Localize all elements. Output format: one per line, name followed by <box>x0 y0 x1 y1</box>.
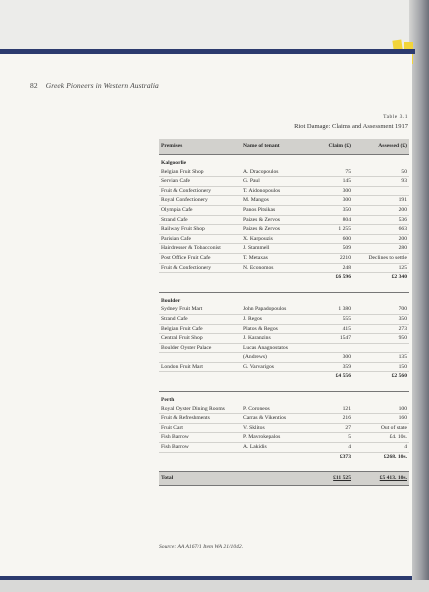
scan-background-top <box>0 0 429 50</box>
assessed-cell: 700 <box>353 305 409 314</box>
tenant-cell: A. Dracopoulos <box>241 168 311 177</box>
table-label: Table 3.1 <box>383 114 408 120</box>
premises-cell: Royal Oyster Dining Rooms <box>159 405 241 414</box>
tenant-cell: J. Regos <box>241 314 311 324</box>
claim-cell: 415 <box>311 324 353 334</box>
claim-cell: 1 255 <box>311 225 353 235</box>
premises-cell: Central Fruit Shop <box>159 334 241 344</box>
premises-cell: Fish Barrow <box>159 433 241 443</box>
premises-cell: Boulder Oyster Palace <box>159 343 241 353</box>
table-row <box>159 334 409 344</box>
premises-cell: Belgian Fruit Cafe <box>159 324 241 334</box>
assessed-cell: 280 <box>353 244 409 254</box>
assessed-cell <box>353 343 409 353</box>
riot-damage-table <box>159 139 409 486</box>
tenant-cell: T. Aidonopoulos <box>241 186 311 196</box>
table-row <box>159 405 409 414</box>
grand-total-row <box>159 472 409 486</box>
section-total-row <box>159 372 409 381</box>
premises-cell <box>159 353 241 363</box>
tenant-cell: X. Karpouzis <box>241 234 311 244</box>
tenant-cell: V. Sklitos <box>241 423 311 433</box>
assessed-cell: 135 <box>353 353 409 363</box>
assessed-cell: 100 <box>353 405 409 414</box>
assessed-cell: 4 <box>353 443 409 453</box>
premises-cell: Railway Fruit Shop <box>159 225 241 235</box>
assessed-cell: 536 <box>353 215 409 225</box>
blank-cell <box>159 273 241 282</box>
blank-cell <box>241 372 311 381</box>
claim-cell: 804 <box>311 215 353 225</box>
claim-cell: 300 <box>311 353 353 363</box>
section-total-claim: £4 556 <box>311 372 353 381</box>
section-total-claim: £6 596 <box>311 273 353 282</box>
table-row <box>159 186 409 196</box>
blank-cell <box>159 452 241 461</box>
premises-cell: Fruit & Confectionery <box>159 186 241 196</box>
book-page <box>0 54 412 576</box>
claim-cell: 145 <box>311 177 353 187</box>
table-row <box>159 343 409 353</box>
header-tenant: Name of tenant <box>241 139 311 155</box>
section-heading: Perth <box>161 397 175 404</box>
divider-cell <box>159 282 409 293</box>
tenant-cell: Lucas Anagnostatos <box>241 343 311 353</box>
blank-cell <box>241 452 311 461</box>
blank-cell <box>241 273 311 282</box>
section-total-assessed: £2 560 <box>353 372 409 381</box>
assessed-cell: 125 <box>353 263 409 273</box>
section-divider <box>159 461 409 472</box>
table-row <box>159 215 409 225</box>
section-divider <box>159 282 409 293</box>
claim-cell: 509 <box>311 244 353 254</box>
table-row <box>159 353 409 363</box>
premises-cell: Strand Cafe <box>159 215 241 225</box>
running-head <box>30 81 159 90</box>
table-row <box>159 314 409 324</box>
header-claim: Claim (£) <box>311 139 353 155</box>
table-row <box>159 234 409 244</box>
assessed-cell: 273 <box>353 324 409 334</box>
table-row <box>159 443 409 453</box>
tenant-cell: Paizes & Zervos <box>241 215 311 225</box>
section-heading-row <box>159 292 409 305</box>
grand-total-claim: £11 525 <box>311 472 353 486</box>
tenant-cell: G. Paul <box>241 177 311 187</box>
table-caption: Riot Damage: Claims and Assessment 1917 <box>294 123 408 130</box>
tenant-cell: Paizes & Zervos <box>241 225 311 235</box>
scan-background-bottom <box>0 580 429 592</box>
claim-cell: 75 <box>311 168 353 177</box>
table-body <box>159 155 409 486</box>
premises-cell: Servian Cafe <box>159 177 241 187</box>
tenant-cell: (Andrews) <box>241 353 311 363</box>
tenant-cell: N. Economos <box>241 263 311 273</box>
claim-cell: 121 <box>311 405 353 414</box>
premises-cell: Hairdresser & Tobacconist <box>159 244 241 254</box>
table-row <box>159 168 409 177</box>
premises-cell: Strand Cafe <box>159 314 241 324</box>
claim-cell <box>311 343 353 353</box>
claim-cell: 216 <box>311 414 353 424</box>
tenant-cell: J. Stammell <box>241 244 311 254</box>
table-row <box>159 253 409 263</box>
assessed-cell: 191 <box>353 196 409 206</box>
assessed-cell: 50 <box>353 168 409 177</box>
table-row <box>159 225 409 235</box>
table-row <box>159 324 409 334</box>
section-heading-row <box>159 155 409 168</box>
assessed-cell: 350 <box>353 314 409 324</box>
table-row <box>159 305 409 314</box>
tenant-cell: G. Varvarigos <box>241 362 311 372</box>
claim-cell: 300 <box>311 186 353 196</box>
claim-cell: 2210 <box>311 253 353 263</box>
premises-cell: Belgian Fruit Shop <box>159 168 241 177</box>
assessed-cell: 950 <box>353 334 409 344</box>
assessed-cell: 200 <box>353 205 409 215</box>
header-premises: Premises <box>159 139 241 155</box>
assessed-cell: Out of state <box>353 423 409 433</box>
divider-cell <box>159 461 409 472</box>
premises-cell: Sydney Fruit Mart <box>159 305 241 314</box>
header-assessed: Assessed (£) <box>353 139 409 155</box>
table-row <box>159 196 409 206</box>
section-total-row <box>159 273 409 282</box>
claim-cell: 27 <box>311 423 353 433</box>
table-row <box>159 362 409 372</box>
claim-cell: 248 <box>311 263 353 273</box>
tenant-cell: T. Metaxas <box>241 253 311 263</box>
premises-cell: Fruit Cart <box>159 423 241 433</box>
premises-cell: Fruit & Confectionery <box>159 263 241 273</box>
blank-cell <box>241 472 311 486</box>
tenant-cell: M. Mangos <box>241 196 311 206</box>
tenant-cell: Carras & Vikentios <box>241 414 311 424</box>
tenant-cell: P. Coroneos <box>241 405 311 414</box>
table-row <box>159 205 409 215</box>
assessed-cell <box>353 186 409 196</box>
premises-cell: Parisian Cafe <box>159 234 241 244</box>
table-row <box>159 433 409 443</box>
section-total-row <box>159 452 409 461</box>
assessed-cell: 150 <box>353 362 409 372</box>
tenant-cell: Platos & Regos <box>241 324 311 334</box>
premises-cell: Royal Confectionery <box>159 196 241 206</box>
premises-cell: Post Office Fruit Cafe <box>159 253 241 263</box>
grand-total-assessed: £5 413. 10s. <box>353 472 409 486</box>
assessed-cell: 663 <box>353 225 409 235</box>
assessed-cell: 160 <box>353 414 409 424</box>
claim-cell: 555 <box>311 314 353 324</box>
page-number: 82 <box>30 81 38 90</box>
section-heading: Boulder <box>161 297 181 304</box>
table-row <box>159 414 409 424</box>
claim-cell: 359 <box>311 362 353 372</box>
tenant-cell: Panos Pitsikas <box>241 205 311 215</box>
source-note: Source: AA A167/1 Item WA 21/1042. <box>159 544 244 550</box>
premises-cell: Olympia Cafe <box>159 205 241 215</box>
claim-cell: 1 380 <box>311 305 353 314</box>
claim-cell: 350 <box>311 205 353 215</box>
tenant-cell: John Papadopoulos <box>241 305 311 314</box>
table-header-row <box>159 139 409 155</box>
assessed-cell: 93 <box>353 177 409 187</box>
section-divider <box>159 381 409 392</box>
section-total-claim: £373 <box>311 452 353 461</box>
tenant-cell: P. Mavrokepalos <box>241 433 311 443</box>
divider-cell <box>159 381 409 392</box>
assessed-cell: 200 <box>353 234 409 244</box>
assessed-cell: Declines to settle <box>353 253 409 263</box>
blank-cell <box>159 372 241 381</box>
assessed-cell: £4. 10s. <box>353 433 409 443</box>
claim-cell: 5 <box>311 433 353 443</box>
table-row <box>159 177 409 187</box>
section-total-assessed: £2 340 <box>353 273 409 282</box>
tenant-cell: A. Lakidis <box>241 443 311 453</box>
book-cover-right-edge <box>409 0 429 592</box>
book-title: Greek Pioneers in Western Australia <box>45 81 159 90</box>
premises-cell: Fruit & Refreshments <box>159 414 241 424</box>
section-heading: Kalgoorlie <box>161 160 187 166</box>
tenant-cell: J. Karanzins <box>241 334 311 344</box>
grand-total-label: Total <box>159 472 241 486</box>
table-row <box>159 423 409 433</box>
table-row <box>159 244 409 254</box>
table-row <box>159 263 409 273</box>
claim-cell: 600 <box>311 234 353 244</box>
premises-cell: Fish Barrow <box>159 443 241 453</box>
claim-cell: 300 <box>311 196 353 206</box>
claim-cell: 1547 <box>311 334 353 344</box>
section-total-assessed: £268. 10s. <box>353 452 409 461</box>
section-heading-row <box>159 392 409 405</box>
premises-cell: London Fruit Mart <box>159 362 241 372</box>
claim-cell: 4 <box>311 443 353 453</box>
